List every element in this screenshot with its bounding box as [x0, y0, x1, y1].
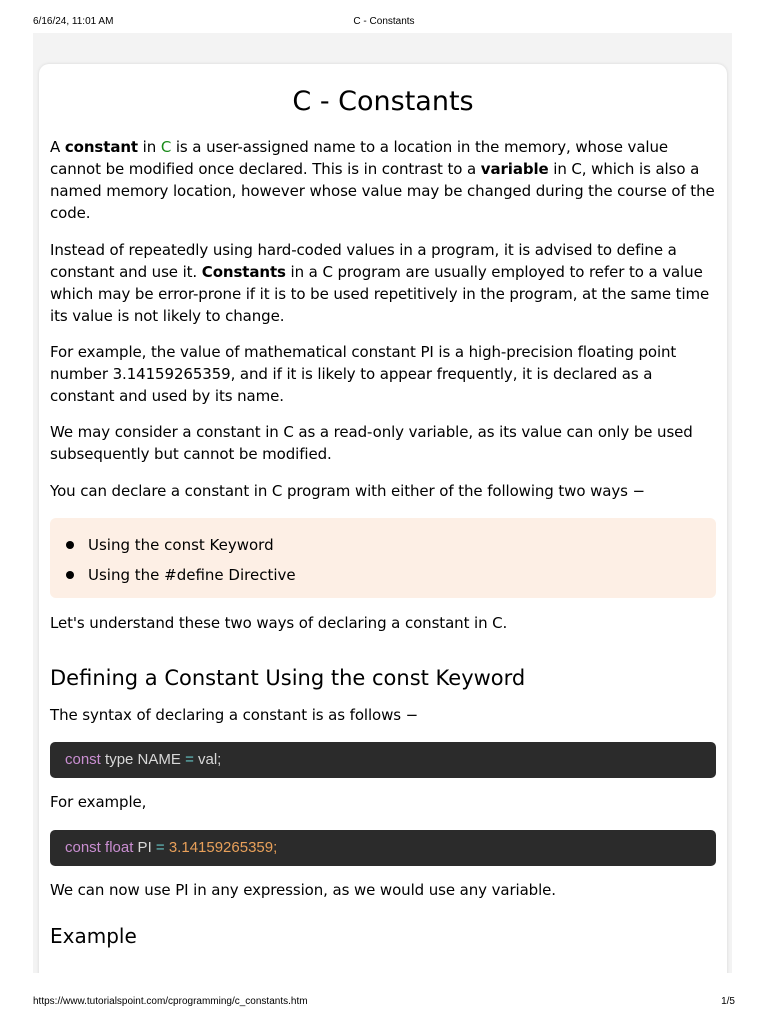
paragraph-read-only: We may consider a constant in C as a read-only variable, as its value can only be used subsequently but cannot be modified. — [50, 423, 693, 463]
bold-variable: variable — [480, 160, 549, 178]
code-block-syntax: const type NAME = val; — [50, 742, 716, 778]
paragraph-understand: Let's understand these two ways of declaring a constant in C. — [50, 614, 508, 632]
paragraph-pi-example: For example, the value of mathematical constant PI is a high-precision floating point number 3.14159265359, and if it is likely to appear frequently, it is declared as a constant and used by its name. — [50, 343, 677, 405]
page-background — [33, 33, 732, 973]
bullet-icon — [66, 541, 74, 549]
example-heading: Example — [50, 924, 137, 948]
paragraph-constants-advice: Instead of repeatedly using hard-coded values in a program, it is advised to define a constant and use it. Constants in a C program are usually employed to refer to a value which may be error-prone if it is to be used repetitively in the program, at the same time its value is not likely to change. — [50, 241, 710, 325]
print-url: https://www.tutorialspoint.com/cprogramming/c_constants.htm — [33, 996, 308, 1007]
ways-list-box — [50, 518, 716, 598]
print-date: 6/16/24, 11:01 AM — [33, 16, 114, 27]
list-item: Using the #define Directive — [64, 560, 296, 590]
print-title: C - Constants — [353, 16, 415, 27]
article-card — [39, 64, 727, 973]
ways-list — [64, 530, 296, 590]
c-link[interactable]: C — [160, 138, 172, 156]
page-number: 1/5 — [721, 996, 735, 1007]
intro-paragraph: A constant in C is a user-assigned name to a location in the memory, whose value cannot be modified once declared. This is in contrast to a variable in C, which is also a named memory location, however whose value may be changed during the course of the code. — [50, 138, 715, 222]
bullet-icon — [66, 571, 74, 579]
paragraph-syntax: The syntax of declaring a constant is as follows − — [50, 706, 419, 724]
bold-constants: Constants — [201, 263, 286, 281]
code-block-example: const float PI = 3.14159265359; — [50, 830, 716, 866]
page-title: C - Constants — [292, 86, 474, 117]
section-heading-const: Defining a Constant Using the const Keyword — [50, 666, 526, 690]
paragraph-two-ways: You can declare a constant in C program with either of the following two ways − — [50, 482, 645, 500]
paragraph-for-example: For example, — [50, 793, 147, 811]
bold-constant: constant — [64, 138, 138, 156]
list-item: Using the const Keyword — [64, 530, 296, 560]
paragraph-use-pi: We can now use PI in any expression, as we would use any variable. — [50, 881, 556, 899]
